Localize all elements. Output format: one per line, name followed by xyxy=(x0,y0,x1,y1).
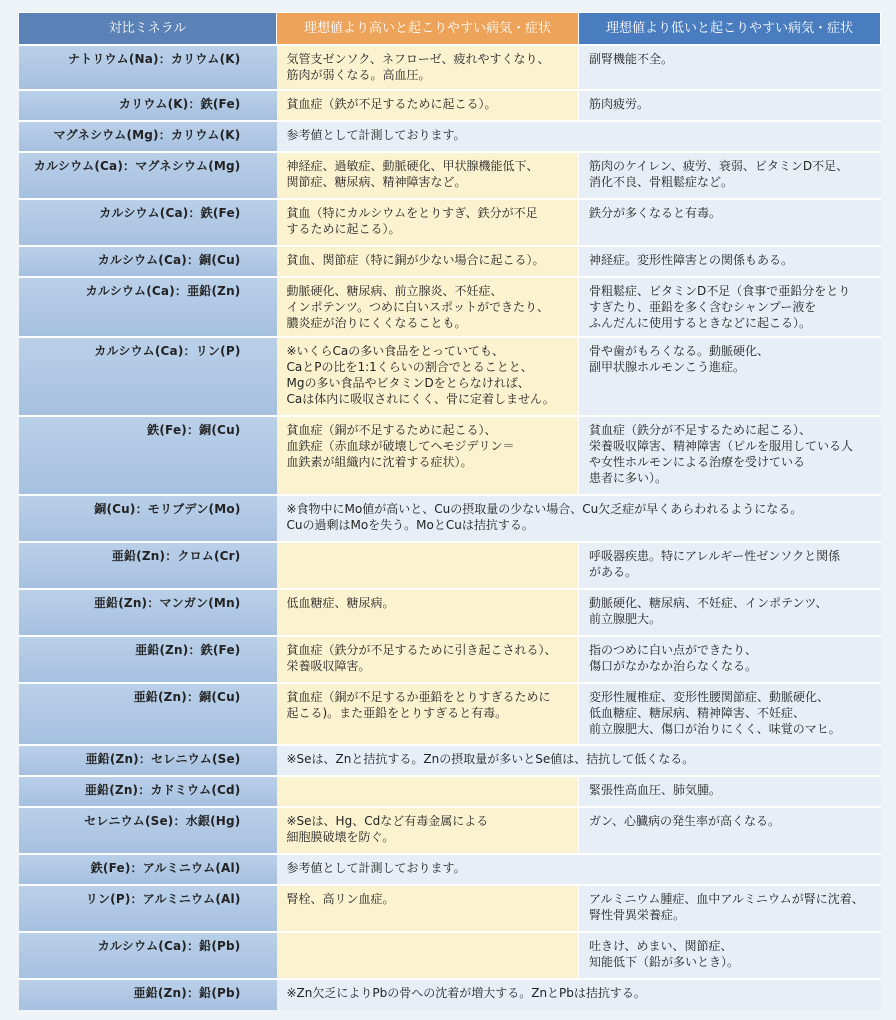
mineral-ratio-table xyxy=(18,12,881,1010)
table-row xyxy=(19,979,881,1010)
table-row xyxy=(19,589,881,636)
mineral-pair: セレニウム(Se)：水銀(Hg) xyxy=(19,807,277,854)
high-symptoms-cell: 神経症、過敏症、動脈硬化、甲状腺機能低下、 関節症、糖尿病、精神障害など。 xyxy=(277,152,579,199)
mineral-pair: カルシウム(Ca)：リン(P) xyxy=(19,337,277,416)
low-symptoms-cell: 骨粗鬆症、ビタミンD不足（食事で亜鉛分をとり すぎたり、亜鉛を多く含むシャンプー液を ふんだんに使用するときなどに起こる）。 xyxy=(579,277,881,337)
low-symptoms-cell: 骨や歯がもろくなる。動脈硬化、 副甲状腺ホルモンこう進症。 xyxy=(579,337,881,416)
table-row xyxy=(19,854,881,885)
low-symptoms-cell: ガン、心臓病の発生率が高くなる。 xyxy=(579,807,881,854)
table-row xyxy=(19,683,881,745)
table-row xyxy=(19,337,881,416)
high-symptoms-cell: 貧血、関節症（特に銅が少ない場合に起こる）。 xyxy=(277,246,579,277)
mineral-pair: カルシウム(Ca)：鉛(Pb) xyxy=(19,932,277,979)
low-symptoms-cell: 筋肉のケイレン、疲労、衰弱、ビタミンD不足、 消化不良、骨粗鬆症など。 xyxy=(579,152,881,199)
high-symptoms-cell: ※Seは、Hg、Cdなど有毒金属による 細胞膜破壊を防ぐ。 xyxy=(277,807,579,854)
high-symptoms-cell xyxy=(277,542,579,589)
mineral-pair: 亜鉛(Zn)：鉄(Fe) xyxy=(19,636,277,683)
mineral-pair: 銅(Cu)：モリブデン(Mo) xyxy=(19,495,277,542)
mineral-pair: カリウム(K)：鉄(Fe) xyxy=(19,90,277,121)
high-symptoms-cell: 気管支ゼンソク、ネフローゼ、疲れやすくなり、 筋肉が弱くなる。高血圧。 xyxy=(277,45,579,90)
high-symptoms-cell: 貧血症（銅が不足するか亜鉛をとりすぎるために 起こる)。また亜鉛をとりすぎると有毒。 xyxy=(277,683,579,745)
high-symptoms-cell: 貧血症（銅が不足するために起こる）、 血鉄症（赤血球が破壊してヘモジデリン＝ 血鉄素が組織内に沈着する症状）。 xyxy=(277,416,579,495)
table-row xyxy=(19,152,881,199)
table-row xyxy=(19,885,881,932)
table-row xyxy=(19,542,881,589)
high-symptoms-cell: 貧血症（鉄分が不足するために引き起こされる）、 栄養吸収障害。 xyxy=(277,636,579,683)
mineral-pair: 亜鉛(Zn)：銅(Cu) xyxy=(19,683,277,745)
low-symptoms-cell: 神経症。変形性障害との関係もある。 xyxy=(579,246,881,277)
table-row xyxy=(19,745,881,776)
mineral-pair: カルシウム(Ca)：銅(Cu) xyxy=(19,246,277,277)
header-low-symptoms: 理想値より低いと起こりやすい病気・症状 xyxy=(579,13,881,46)
mineral-pair: カルシウム(Ca)：鉄(Fe) xyxy=(19,199,277,246)
header-row xyxy=(19,13,881,46)
mineral-pair: 亜鉛(Zn)：カドミウム(Cd) xyxy=(19,776,277,807)
mineral-pair: カルシウム(Ca)：亜鉛(Zn) xyxy=(19,277,277,337)
mineral-pair: ナトリウム(Na)：カリウム(K) xyxy=(19,45,277,90)
table-row xyxy=(19,776,881,807)
mineral-pair: 鉄(Fe)：アルミニウム(Al) xyxy=(19,854,277,885)
low-symptoms-cell: 動脈硬化、糖尿病、不妊症、インポテンツ、 前立腺肥大。 xyxy=(579,589,881,636)
mineral-pair: カルシウム(Ca)：マグネシウム(Mg) xyxy=(19,152,277,199)
mineral-pair: マグネシウム(Mg)：カリウム(K) xyxy=(19,121,277,152)
low-symptoms-cell: 変形性履椎症、変形性腰関節症、動脈硬化、 低血糖症、糖尿病、精神障害、不妊症、 前立腺肥大、傷口が治りにくく、味覚のマヒ。 xyxy=(579,683,881,745)
mineral-pair: 亜鉛(Zn)：鉛(Pb) xyxy=(19,979,277,1010)
low-symptoms-cell: 吐きけ、めまい、関節症、 知能低下（鉛が多いとき）。 xyxy=(579,932,881,979)
table-row xyxy=(19,277,881,337)
high-symptoms-cell: 貧血症（鉄が不足するために起こる）。 xyxy=(277,90,579,121)
note-cell: ※Seは、Znと拮抗する。Znの摂取量が多いとSe値は、拮抗して低くなる。 xyxy=(277,745,881,776)
note-cell: ※食物中にMo値が高いと、Cuの摂取量の少ない場合、Cu欠乏症が早くあらわれるようになる。 Cuの過剰はMoを失う。MoとCuは拮抗する。 xyxy=(277,495,881,542)
high-symptoms-cell: 貧血（特にカルシウムをとりすぎ、鉄分が不足 するために起こる）。 xyxy=(277,199,579,246)
low-symptoms-cell: 指のつめに白い点ができたり、 傷口がなかなか治らなくなる。 xyxy=(579,636,881,683)
table-row xyxy=(19,90,881,121)
note-cell: 参考値として計測しております。 xyxy=(277,121,881,152)
high-symptoms-cell xyxy=(277,776,579,807)
table-row xyxy=(19,932,881,979)
table-row xyxy=(19,416,881,495)
mineral-pair: 亜鉛(Zn)：セレニウム(Se) xyxy=(19,745,277,776)
table-row xyxy=(19,636,881,683)
header-mineral: 対比ミネラル xyxy=(19,13,277,46)
table-row xyxy=(19,199,881,246)
low-symptoms-cell: 副腎機能不全。 xyxy=(579,45,881,90)
high-symptoms-cell: 低血糖症、糖尿病。 xyxy=(277,589,579,636)
mineral-pair: 亜鉛(Zn)：クロム(Cr) xyxy=(19,542,277,589)
mineral-pair: 鉄(Fe)：銅(Cu) xyxy=(19,416,277,495)
table-row xyxy=(19,495,881,542)
high-symptoms-cell: ※いくらCaの多い食品をとっていても、 CaとPの比を1:1くらいの割合でとることと、 Mgの多い食品やビタミンDをとらなければ、 Caは体内に吸収されにくく、骨に定着しません。 xyxy=(277,337,579,416)
low-symptoms-cell: 貧血症（鉄分が不足するために起こる）、 栄養吸収障害、精神障害（ピルを服用している人 や女性ホルモンによる治療を受けている 患者に多い）。 xyxy=(579,416,881,495)
low-symptoms-cell: 呼吸器疾患。特にアレルギー性ゼンソクと関係 がある。 xyxy=(579,542,881,589)
low-symptoms-cell: 筋肉疲労。 xyxy=(579,90,881,121)
table-row xyxy=(19,121,881,152)
high-symptoms-cell: 腎栓、高リン血症。 xyxy=(277,885,579,932)
table-row xyxy=(19,45,881,90)
low-symptoms-cell: アルミニウム腫症、血中アルミニウムが腎に沈着、 腎性骨異栄養症。 xyxy=(579,885,881,932)
low-symptoms-cell: 鉄分が多くなると有毒。 xyxy=(579,199,881,246)
low-symptoms-cell: 緊張性高血圧、肺気腫。 xyxy=(579,776,881,807)
mineral-pair: リン(P)：アルミニウム(Al) xyxy=(19,885,277,932)
header-high-symptoms: 理想値より高いと起こりやすい病気・症状 xyxy=(277,13,579,46)
high-symptoms-cell: 動脈硬化、糖尿病、前立腺炎、不妊症、 インポテンツ。つめに白いスポットができたり、 膿炎症が治りにくくなることも。 xyxy=(277,277,579,337)
table-row xyxy=(19,246,881,277)
table-row xyxy=(19,807,881,854)
note-cell: ※Zn欠乏によりPbの骨への沈着が増大する。ZnとPbは拮抗する。 xyxy=(277,979,881,1010)
note-cell: 参考値として計測しております。 xyxy=(277,854,881,885)
mineral-pair: 亜鉛(Zn)：マンガン(Mn) xyxy=(19,589,277,636)
high-symptoms-cell xyxy=(277,932,579,979)
